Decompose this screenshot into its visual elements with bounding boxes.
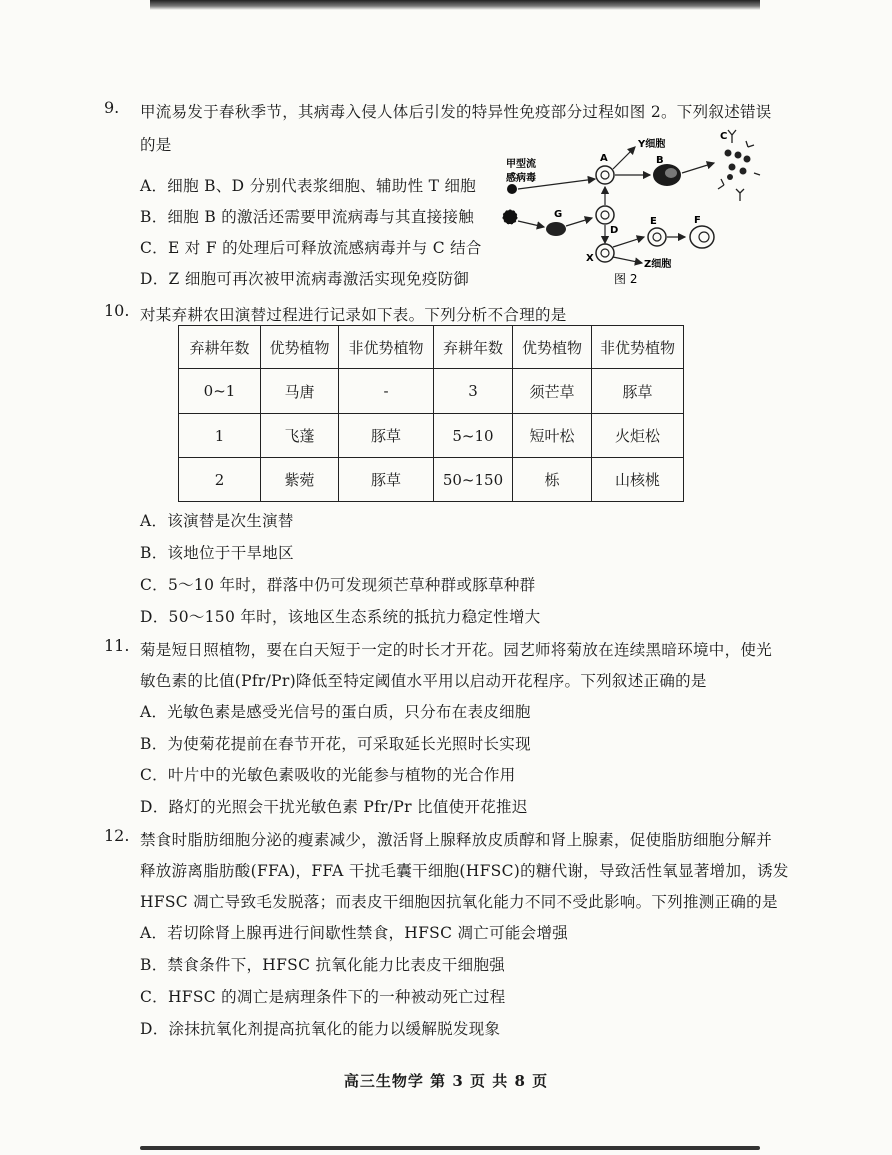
q9-stem-line2: 的是 xyxy=(140,136,172,154)
table-row xyxy=(179,458,684,502)
label-a: A xyxy=(600,153,608,164)
table-cell: 短叶松 xyxy=(513,414,592,458)
label-x: X xyxy=(586,253,594,264)
table-cell: 2 xyxy=(179,458,261,502)
q10-stem: 对某弃耕农田演替过程进行记录如下表。下列分析不合理的是 xyxy=(140,306,567,324)
table-cell: 豚草 xyxy=(592,369,684,414)
table-cell: 火炬松 xyxy=(592,414,684,458)
table-header-row xyxy=(179,326,684,369)
q10-option-c: C．5～10 年时，群落中仍可发现须芒草种群或豚草种群 xyxy=(140,576,536,594)
cell-x xyxy=(596,244,614,262)
label-d: D xyxy=(610,225,619,236)
page-footer: 高三生物学 第 3 页 共 8 页 xyxy=(343,1072,549,1090)
virus-label-2: 感病毒 xyxy=(506,173,536,184)
table-header-cell: 优势植物 xyxy=(513,326,592,369)
q12-option-c: C．HFSC 的凋亡是病理条件下的一种被动死亡过程 xyxy=(140,988,506,1006)
q9-option-c: C．E 对 F 的处理后可释放流感病毒并与 C 结合 xyxy=(140,239,482,257)
table-cell: 50~150 xyxy=(434,458,513,502)
table-cell: 豚草 xyxy=(339,414,434,458)
q11-option-b: B．为使菊花提前在春节开花，可采取延长光照时长实现 xyxy=(140,735,531,753)
label-z-cell: Z细胞 xyxy=(644,259,672,270)
q12-option-d: D．涂抹抗氧化剂提高抗氧化的能力以缓解脱发现象 xyxy=(140,1020,501,1038)
q12-stem-line2: 释放游离脂肪酸(FFA)，FFA 干扰毛囊干细胞(HFSC)的糖代谢，导致活性氧显著增加，诱发 xyxy=(140,862,789,880)
label-e: E xyxy=(650,216,657,227)
q12-option-a: A．若切除肾上腺再进行间歇性禁食，HFSC 凋亡可能会增强 xyxy=(140,924,569,942)
table-cell: 0~1 xyxy=(179,369,261,414)
table-cell: 山核桃 xyxy=(592,458,684,502)
q12-stem-line3: HFSC 凋亡导致毛发脱落；而表皮干细胞因抗氧化能力不同不受此影响。下列推测正确的是 xyxy=(140,893,778,911)
q11-option-d: D．路灯的光照会干扰光敏色素 Pfr/Pr 比值使开花推迟 xyxy=(140,798,528,816)
table-header-cell: 非优势植物 xyxy=(339,326,434,369)
table-header-cell: 优势植物 xyxy=(261,326,339,369)
table-cell: 须芒草 xyxy=(513,369,592,414)
virus-antibody-complex-icon xyxy=(725,150,751,181)
q12-option-b: B．禁食条件下，HFSC 抗氧化能力比表皮干细胞强 xyxy=(140,956,506,974)
table-header-cell: 弃耕年数 xyxy=(434,326,513,369)
label-f: F xyxy=(694,215,701,226)
q9-option-b: B．细胞 B 的激活还需要甲流病毒与其直接接触 xyxy=(140,208,475,226)
table-row xyxy=(179,414,684,458)
q10-option-d: D．50～150 年时，该地区生态系统的抵抗力稳定性增大 xyxy=(140,608,541,626)
q9-number: 9. xyxy=(104,98,120,117)
cell-a xyxy=(596,166,614,184)
q9-stem-line1: 甲流易发于春秋季节，其病毒入侵人体后引发的特异性免疫部分过程如图 2。下列叙述错误 xyxy=(140,103,772,121)
table-cell: 豚草 xyxy=(339,458,434,502)
q11-stem-line1: 菊是短日照植物，要在白天短于一定的时长才开花。园艺师将菊放在连续黑暗环境中，使光 xyxy=(140,641,773,659)
scan-edge-top xyxy=(150,0,760,10)
q12-stem-line1: 禁食时脂肪细胞分泌的瘦素减少，激活肾上腺释放皮质醇和肾上腺素，促使脂肪细胞分解并 xyxy=(140,831,773,849)
label-g: G xyxy=(554,209,563,220)
table-header-cell: 弃耕年数 xyxy=(179,326,261,369)
scan-edge-bottom xyxy=(140,1146,760,1150)
virus-label-1: 甲型流 xyxy=(506,159,536,170)
table-cell: 5~10 xyxy=(434,414,513,458)
q11-option-c: C．叶片中的光敏色素吸收的光能参与植物的光合作用 xyxy=(140,766,516,784)
cell-f xyxy=(690,226,714,248)
cell-middle xyxy=(596,206,614,224)
table-cell: - xyxy=(339,369,434,414)
table-cell: 1 xyxy=(179,414,261,458)
table-cell: 马唐 xyxy=(261,369,339,414)
q11-stem-line2: 敏色素的比值(Pfr/Pr)降低至特定阈值水平用以启动开花程序。下列叙述正确的是 xyxy=(140,672,707,690)
label-b: B xyxy=(656,155,664,166)
q12-number: 12. xyxy=(104,826,130,845)
q10-option-a: A．该演替是次生演替 xyxy=(140,512,294,530)
q9-option-a: A．细胞 B、D 分别代表浆细胞、辅助性 T 细胞 xyxy=(140,177,477,195)
cell-e xyxy=(648,228,666,246)
q9-option-d: D．Z 细胞可再次被甲流病毒激活实现免疫防御 xyxy=(140,270,470,288)
table-cell: 飞蓬 xyxy=(261,414,339,458)
q10-option-b: B．该地位于干旱地区 xyxy=(140,544,294,562)
virus-particle-icon xyxy=(507,184,517,194)
figure-caption: 图 2 xyxy=(614,272,638,286)
cell-g xyxy=(546,222,566,236)
succession-table xyxy=(178,325,684,502)
figure-2-immune-diagram xyxy=(492,125,764,290)
virus-particle-icon-2 xyxy=(503,210,517,224)
q10-number: 10. xyxy=(104,301,130,320)
table-header-cell: 非优势植物 xyxy=(592,326,684,369)
table-cell: 紫菀 xyxy=(261,458,339,502)
q11-option-a: A．光敏色素是感受光信号的蛋白质，只分布在表皮细胞 xyxy=(140,703,531,721)
label-y-cell: Y细胞 xyxy=(638,139,666,150)
q11-number: 11. xyxy=(104,636,130,655)
table-row xyxy=(179,369,684,414)
table-cell: 栎 xyxy=(513,458,592,502)
table-cell: 3 xyxy=(434,369,513,414)
label-c: C xyxy=(720,131,728,142)
